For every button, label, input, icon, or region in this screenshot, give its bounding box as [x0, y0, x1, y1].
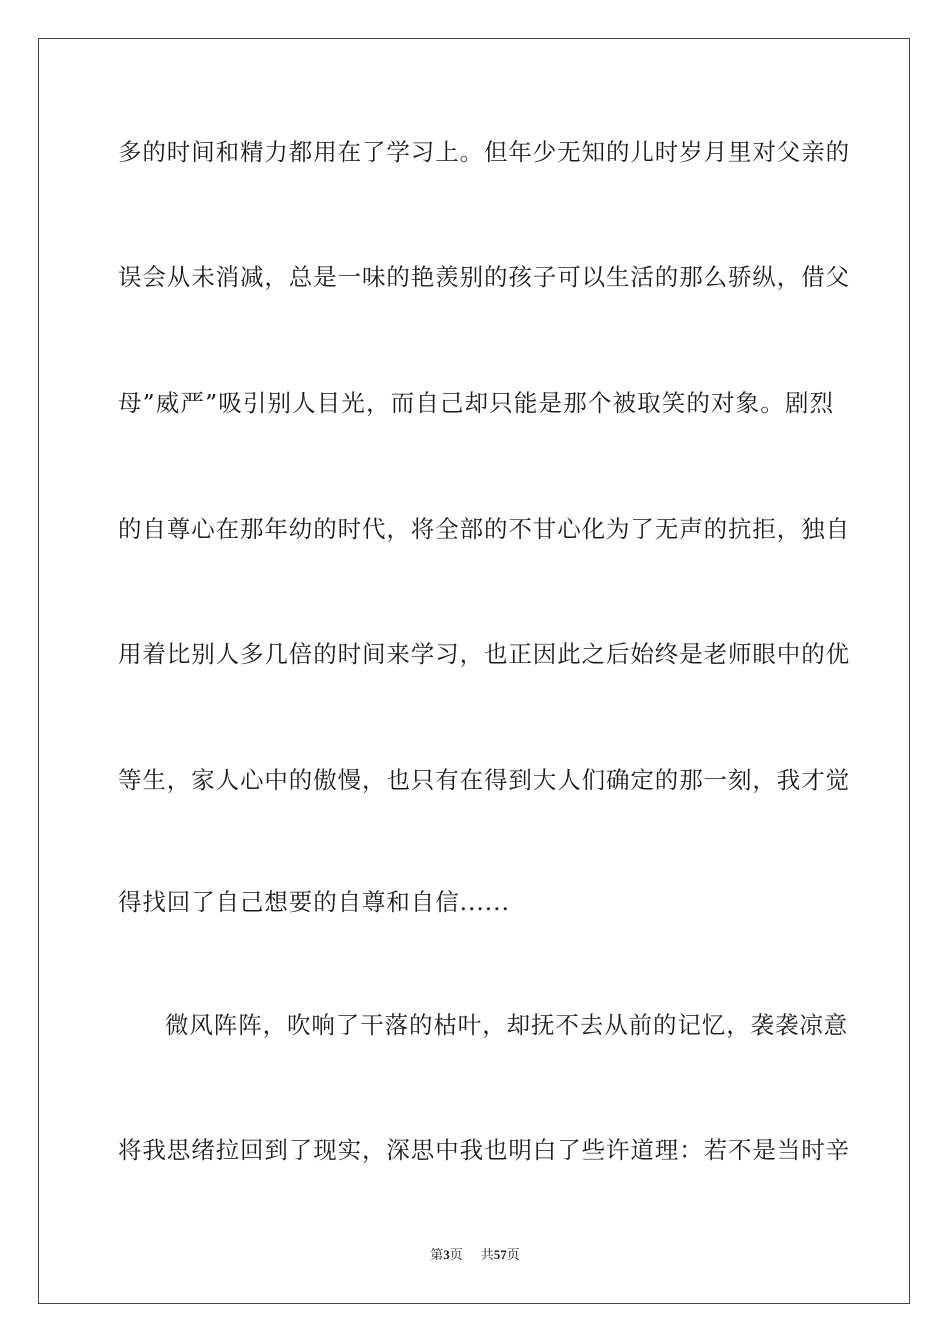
- page-suffix: 页: [449, 1248, 463, 1263]
- page-prefix: 第: [430, 1248, 444, 1263]
- body-line-3: 母”威严”吸引别人目光，而自己却只能是那个被取笑的对象。剧烈: [118, 389, 834, 417]
- page-number: 3: [443, 1247, 450, 1262]
- body-line-9: 将我思绪拉回到了现实，深思中我也明白了些许道理：若不是当时辛: [118, 1136, 850, 1164]
- body-line-6: 等生，家人心中的傲慢，也只有在得到大人们确定的那一刻，我才觉: [118, 766, 850, 794]
- page-footer: [0, 1246, 950, 1265]
- body-line-7: 得找回了自己想要的自尊和自信......: [118, 888, 510, 916]
- body-line-1: 多的时间和精力都用在了学习上。但年少无知的儿时岁月里对父亲的: [118, 138, 850, 166]
- total-pages: 57: [493, 1247, 507, 1262]
- body-line-4: 的自尊心在那年幼的时代，将全部的不甘心化为了无声的抗拒，独自: [118, 515, 850, 543]
- body-line-2: 误会从未消减，总是一味的艳羡别的孩子可以生活的那么骄纵，借父: [118, 263, 850, 291]
- page-border: [38, 38, 910, 1304]
- body-line-8: 微风阵阵，吹响了干落的枯叶，却抚不去从前的记忆，袭袭凉意: [165, 1011, 849, 1039]
- total-suffix: 页: [506, 1248, 520, 1263]
- total-prefix: 共: [480, 1248, 494, 1263]
- body-line-5: 用着比别人多几倍的时间来学习，也正因此之后始终是老师眼中的优: [118, 640, 850, 668]
